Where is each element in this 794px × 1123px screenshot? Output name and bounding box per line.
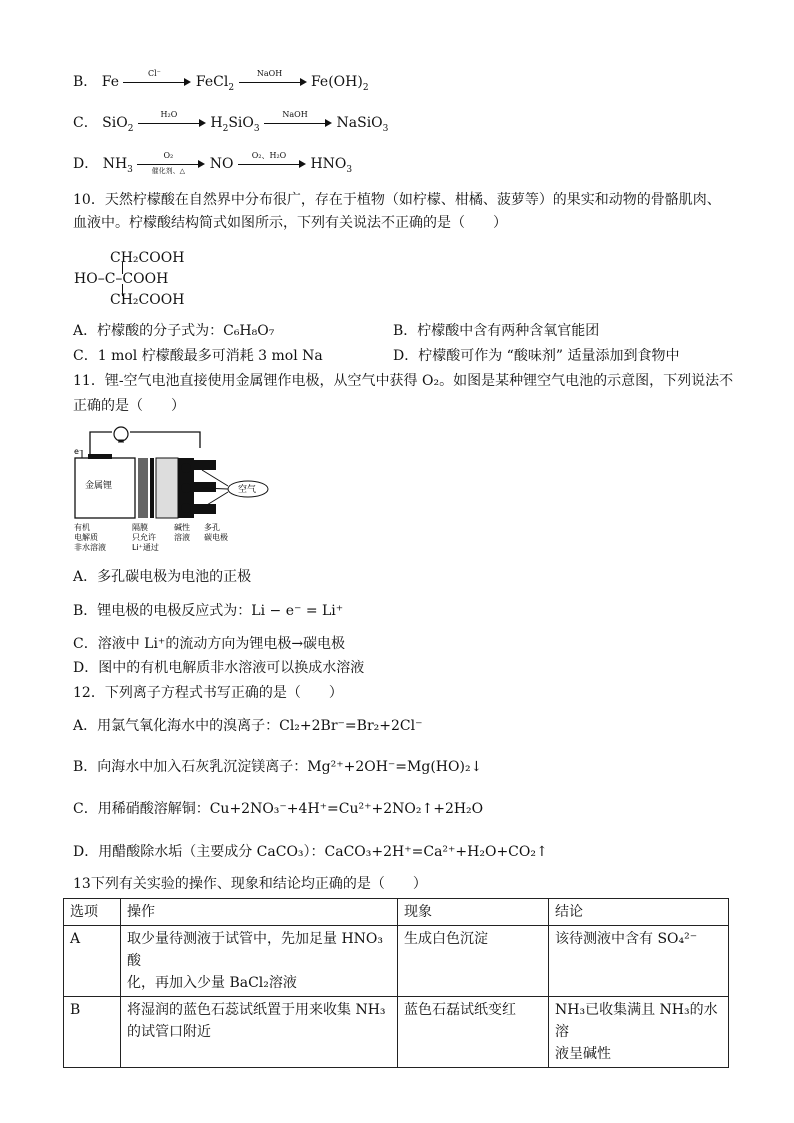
q9-option-c bbox=[73, 110, 389, 139]
header-option: 选项 bbox=[64, 899, 121, 926]
formula: $Fe(OH)_2$ bbox=[310, 74, 369, 93]
electron-label: e⁻ bbox=[74, 447, 84, 456]
option-label: D． bbox=[73, 156, 99, 172]
table-row bbox=[64, 926, 729, 997]
structure-row-bottom: CH₂COOH bbox=[110, 292, 185, 308]
formula: NO bbox=[209, 156, 234, 172]
q10-stem-line2: 血液中。柠檬酸结构简式如图所示，下列有关说法不正确的是（ ） bbox=[73, 215, 507, 231]
q13-stem: 13下列有关实验的操作、现象和结论均正确的是（ ） bbox=[73, 876, 427, 892]
table-header-row bbox=[64, 899, 729, 926]
cell-conclusion: 该待测液中含有 SO₄²⁻ bbox=[549, 926, 729, 997]
label-li-pass: Li⁺通过 bbox=[132, 543, 159, 552]
structure-row-middle: HO–C–COOH bbox=[74, 271, 169, 287]
formula: FeCl$_2$ bbox=[195, 74, 235, 93]
formula: Fe bbox=[101, 74, 119, 90]
formula: $H_2SiO_3$ bbox=[210, 115, 260, 134]
label-electrolyte: 电解质 bbox=[74, 533, 98, 542]
q12-option-b: B．向海水中加入石灰乳沉淀镁离子：Mg²⁺+2OH⁻=Mg(HO)₂↓ bbox=[73, 759, 483, 775]
arrow-reagent: Cl⁻ bbox=[147, 69, 161, 78]
label-carbon-electrode: 碳电极 bbox=[204, 533, 228, 542]
lithium-label: 金属锂 bbox=[85, 481, 113, 491]
label-separator: 隔膜 bbox=[132, 523, 148, 532]
header-conclusion: 结论 bbox=[549, 899, 729, 926]
q9-option-b bbox=[73, 69, 369, 98]
experiment-table bbox=[63, 898, 729, 1068]
air-label: 空气 bbox=[238, 485, 257, 495]
bond-line bbox=[122, 284, 123, 296]
q10-stem-line1: 10．天然柠檬酸在自然界中分布很广，存在于植物（如柠檬、柑橘、菠萝等）的果实和动物的骨骼肌肉、 bbox=[73, 192, 721, 208]
q11-option-a: A．多孔碳电极为电池的正极 bbox=[73, 569, 252, 585]
reaction-arrow bbox=[238, 151, 306, 171]
q12-option-c: C．用稀硝酸溶解铜：Cu+2NO₃⁻+4H⁺=Cu²⁺+2NO₂↑+2H₂O bbox=[73, 801, 484, 817]
reaction-arrow bbox=[123, 69, 191, 89]
formula: NaSiO$_3$ bbox=[336, 115, 389, 134]
cell-phenomenon: 生成白色沉淀 bbox=[398, 926, 549, 997]
q10-option-c: C．1 mol 柠檬酸最多可消耗 3 mol Na bbox=[73, 348, 323, 364]
table-row bbox=[64, 997, 729, 1068]
citric-acid-structure bbox=[74, 248, 184, 311]
reaction-arrow bbox=[264, 110, 332, 130]
q11-option-c: C．溶液中 Li⁺的流动方向为锂电极→碳电极 bbox=[73, 636, 346, 652]
reaction-arrow bbox=[137, 151, 205, 175]
cell-operation: 将湿润的蓝色石蕊试纸置于用来收集 NH₃ 的试管口附近 bbox=[121, 997, 398, 1068]
reaction-arrow bbox=[239, 69, 307, 89]
label-organic: 有机 bbox=[74, 523, 90, 532]
arrow-reagent: O₂、H₂O bbox=[251, 151, 287, 160]
bond-line bbox=[122, 262, 123, 274]
bulb-icon bbox=[114, 427, 128, 441]
cell-option: A bbox=[64, 926, 121, 997]
cell-conclusion: NH₃已收集满且 NH₃的水溶 液呈碱性 bbox=[549, 997, 729, 1068]
structure-row-top: CH₂COOH bbox=[110, 250, 185, 266]
header-phenomenon: 现象 bbox=[398, 899, 549, 926]
label-only-allow: 只允许 bbox=[132, 533, 156, 542]
label-nonaqueous: 非水溶液 bbox=[74, 543, 106, 552]
formula: $NH_3$ bbox=[102, 156, 133, 175]
label-porous: 多孔 bbox=[204, 523, 220, 532]
q12-stem: 12．下列离子方程式书写正确的是（ ） bbox=[73, 685, 343, 701]
cell-option: B bbox=[64, 997, 121, 1068]
q11-stem-line1: 11．锂-空气电池直接使用金属锂作电极，从空气中获得 O₂。如图是某种锂空气电池的示意图，下列说法不 bbox=[73, 373, 734, 389]
label-alkaline: 碱性 bbox=[174, 523, 190, 532]
q9-option-d bbox=[73, 151, 353, 180]
arrow-condition: 催化剂、△ bbox=[151, 167, 186, 175]
option-label: B． bbox=[73, 74, 98, 90]
option-label: C． bbox=[73, 115, 98, 131]
q12-option-a: A．用氯气氧化海水中的溴离子：Cl₂+2Br⁻=Br₂+2Cl⁻ bbox=[73, 718, 423, 734]
cell-operation: 取少量待测液于试管中，先加足量 HNO₃酸 化，再加入少量 BaCl₂溶液 bbox=[121, 926, 398, 997]
arrow-reagent: O₂ bbox=[163, 151, 174, 160]
q10-option-b: B．柠檬酸中含有两种含氧官能团 bbox=[393, 323, 600, 339]
cell-phenomenon: 蓝色石磊试纸变红 bbox=[398, 997, 549, 1068]
header-operation: 操作 bbox=[121, 899, 398, 926]
arrow-reagent: H₂O bbox=[160, 110, 178, 119]
q11-option-b: B．锂电极的电极反应式为：Li − e⁻ = Li⁺ bbox=[73, 603, 344, 619]
q12-option-d: D．用醋酸除水垢（主要成分 CaCO₃）：CaCO₃+2H⁺=Ca²⁺+H₂O+CO₂↑ bbox=[73, 844, 548, 860]
arrow-reagent: NaOH bbox=[282, 110, 308, 119]
lithium-air-battery-diagram bbox=[70, 426, 275, 558]
label-solution: 溶液 bbox=[174, 533, 190, 542]
q10-option-a: A．柠檬酸的分子式为：C₆H₈O₇ bbox=[73, 323, 275, 339]
reaction-arrow bbox=[138, 110, 206, 130]
q11-option-d: D．图中的有机电解质非水溶液可以换成水溶液 bbox=[73, 660, 365, 676]
q11-stem-line2: 正确的是（ ） bbox=[73, 398, 185, 414]
formula: $HNO_3$ bbox=[310, 156, 353, 175]
arrow-reagent: NaOH bbox=[256, 69, 283, 78]
q10-option-d: D．柠檬酸可作为 “酸味剂” 适量添加到食物中 bbox=[393, 348, 680, 364]
formula: SiO$_2$ bbox=[102, 115, 134, 134]
